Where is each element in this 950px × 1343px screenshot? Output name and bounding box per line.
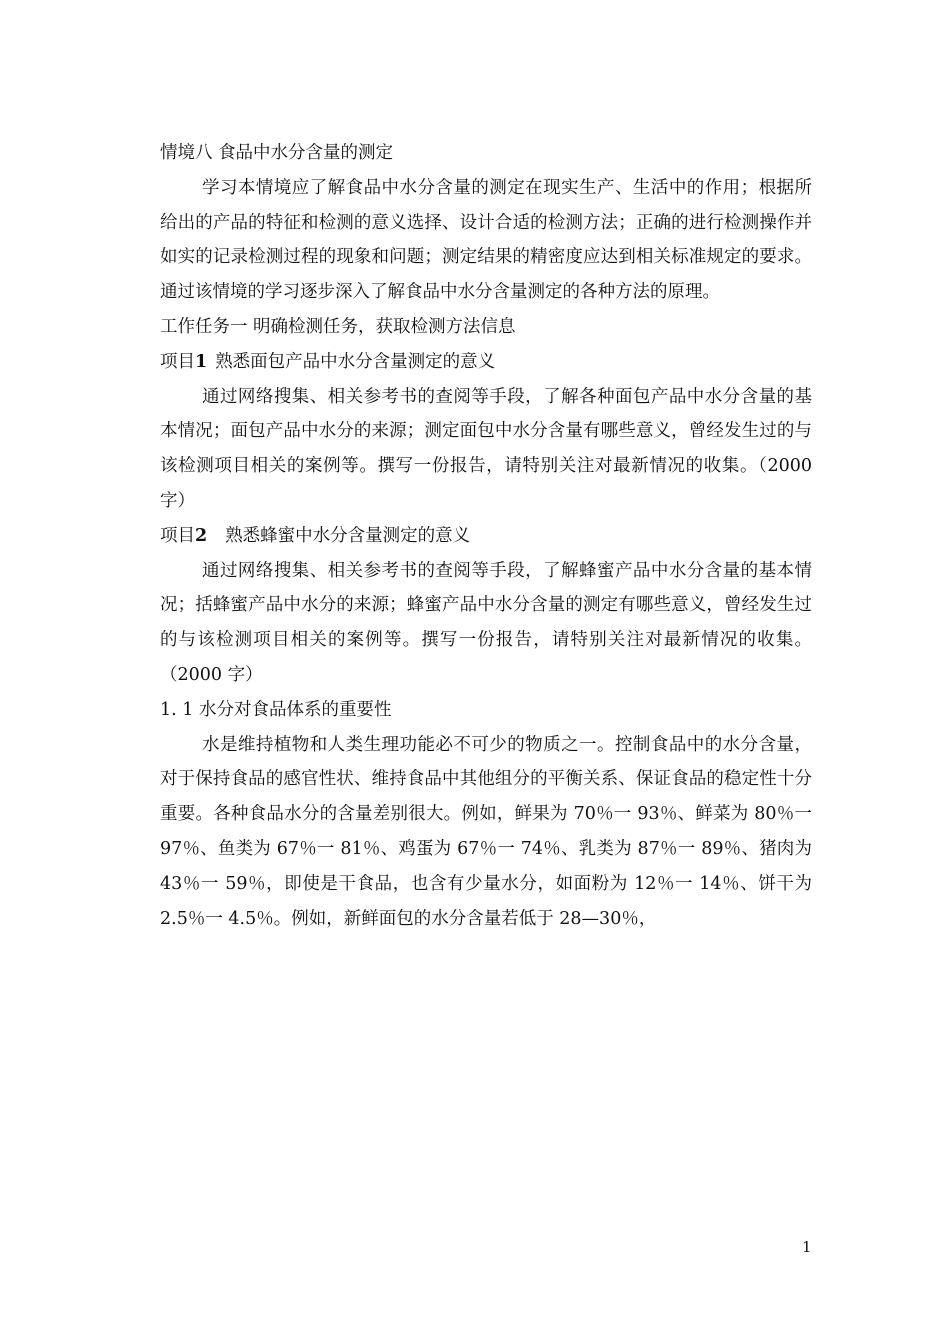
project-1-heading xyxy=(160,345,812,380)
project-1-number: 1 xyxy=(195,351,208,372)
project-2-title: 熟悉蜂蜜中水分含量测定的意义 xyxy=(225,525,471,546)
task-heading: 工作任务一 明确检测任务，获取检测方法信息 xyxy=(160,316,516,337)
project-2-heading xyxy=(160,519,812,554)
project-2-prefix: 项目 xyxy=(160,525,195,546)
document-body xyxy=(160,136,812,936)
project-1-paragraph: 通过网络搜集、相关参考书的查阅等手段，了解各种面包产品中水分含量的基本情况；面包产品中水分的来源；测定面包中水分含量有哪些意义，曾经发生过的与该检测项目相关的案例等。撰写一份报告，请特别关注对最新情况的收集。（2000 字） xyxy=(160,386,812,511)
project-1-title: 熟悉面包产品中水分含量测定的意义 xyxy=(215,351,496,372)
section-1-1-paragraph: 水是维持植物和人类生理功能必不可少的物质之一。控制食品中的水分含量，对于保持食品的感官性状、维持食品中其他组分的平衡关系、保证食品的稳定性十分重要。各种食品水分的含量差别很大。例如，鲜果为 70％一 93％、鲜菜为 80％一 97％、鱼类为 67％一 81％、鸡蛋为 67％一 74％、乳类为 87％一 89％、猪肉为 43％一 59％，即使是干食品，也含有少量水分，如面粉为 12％一 14％、饼干为 2.5％一 4.5％。例如，新鲜面包的水分含量若低于 28—30％， xyxy=(160,734,812,929)
intro-paragraph: 学习本情境应了解食品中水分含量的测定在现实生产、生活中的作用；根据所给出的产品的特征和检测的意义选择、设计合适的检测方法；正确的进行检测操作并如实的记录检测过程的现象和问题；测定结果的精密度应达到相关标准规定的要求。通过该情境的学习逐步深入了解食品中水分含量测定的各种方法的原理。 xyxy=(160,177,812,303)
project-1-prefix: 项目 xyxy=(160,351,195,372)
chapter-title: 情境八 食品中水分含量的测定 xyxy=(160,143,394,163)
project-2-paragraph: 通过网络搜集、相关参考书的查阅等手段，了解蜂蜜产品中水分含量的基本情况；括蜂蜜产品中水分的来源；蜂蜜产品中水分含量的测定有哪些意义，曾经发生过的与该检测项目相关的案例等。撰写一份报告，请特别关注对最新情况的收集。（2000 字） xyxy=(160,560,812,685)
project-2-number: 2 xyxy=(195,525,208,546)
section-1-1-heading: 1. 1 水分对食品体系的重要性 xyxy=(160,699,392,720)
page-number: 1 xyxy=(802,1238,812,1256)
